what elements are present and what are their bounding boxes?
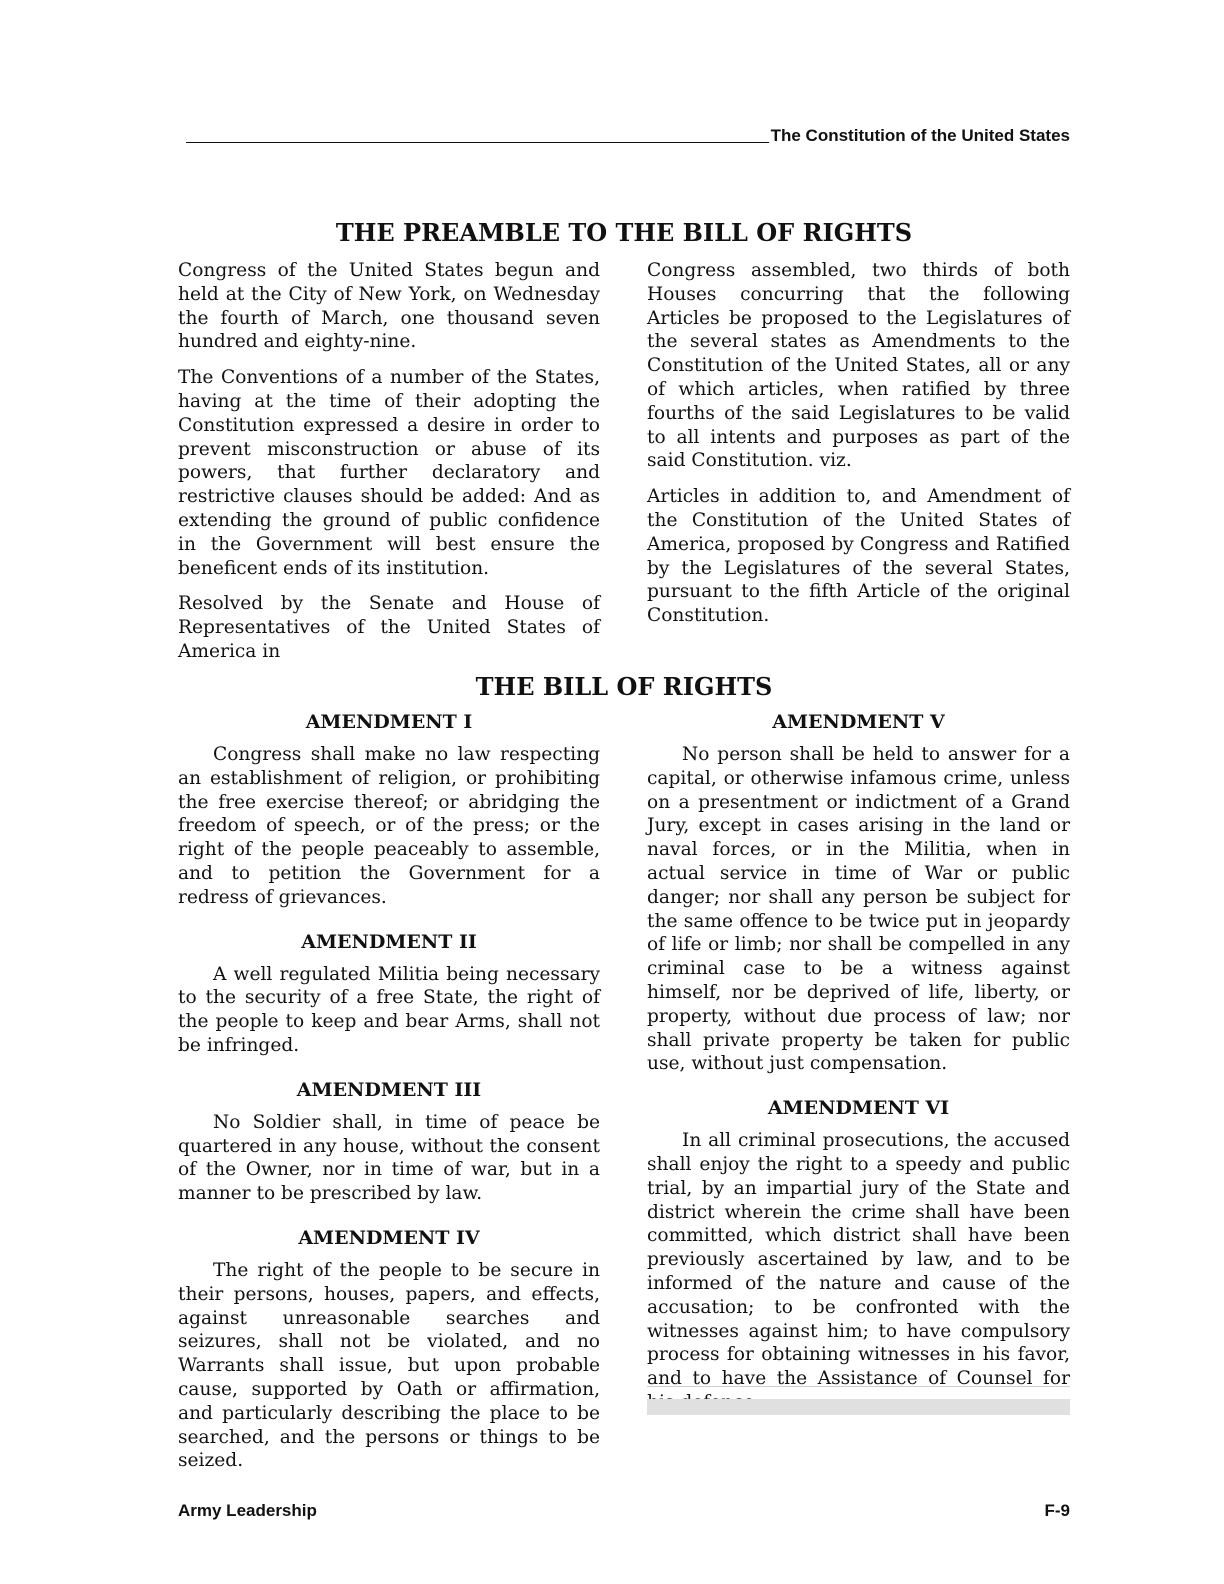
preamble-paragraph: Congress of the United States begun and held at the City of New York, on Wednesday the fourth of March, one thousand seven hundred and eighty-nine. [178, 260, 600, 353]
running-head [186, 124, 1070, 146]
amendments-left-column [178, 710, 600, 1485]
amendment-2 [178, 930, 600, 1058]
preamble-paragraph: Resolved by the Senate and House of Representatives of the United States of America in [178, 593, 600, 662]
amendment-text: A well regulated Militia being necessary to the security of a free State, the right of the people to keep and bear Arms, shall not be infringed. [178, 963, 600, 1056]
amendment-title: AMENDMENT III [296, 1078, 482, 1101]
amendment-text: No Soldier shall, in time of peace be quartered in any house, without the consent of the Owner, nor in time of war, but in a manner to be prescribed by law. [178, 1111, 600, 1205]
preamble-heading: THE PREAMBLE TO THE BILL OF RIGHTS [335, 218, 913, 247]
amendment-text: The right of the people to be secure in their persons, houses, papers, and effects, against unreasonable searches and seizures, shall not be violated, and no Warrants shall issue, but upon probable cause, supported by Oath or affirmation, and particularly describing the place to be searched, and the persons or things to be seized. [178, 1259, 600, 1472]
preamble-left-column [178, 259, 600, 676]
amendment-title: AMENDMENT II [301, 930, 477, 953]
end-bar [647, 1399, 1070, 1415]
preamble-paragraph: The Conventions of a number of the States, having at the time of their adopting the Constitution expressed a desire in order to prevent misconstruction or abuse of its powers, that further declaratory and restrictive clauses should be added: And as extending the ground of public confidence in the Government will best ensure the beneficent ends of its institution. [178, 367, 600, 579]
running-head-title: The Constitution of the United States [770, 126, 1070, 145]
amendment-text: Congress shall make no law respecting an establishment of religion, or prohibiting the free exercise thereof; or abridging the freedom of speech, or of the press; or the right of the people peaceably to assemble, and to petition the Government for a redress of grievances. [178, 744, 600, 908]
preamble-paragraph: Articles in addition to, and Amendment of the Constitution of the United States of America, proposed by Congress and Ratified by the Legislatures of the several States, pursuant to the fifth Article of the original Constitution. [647, 486, 1070, 627]
footer-page-number: F-9 [1044, 1501, 1070, 1520]
amendment-1 [178, 710, 600, 910]
amendment-5 [647, 710, 1070, 1076]
bill-of-rights-heading: THE BILL OF RIGHTS [475, 672, 773, 701]
end-rule [647, 1386, 1070, 1387]
amendment-title: AMENDMENT I [305, 711, 473, 733]
footer-publication: Army Leadership [178, 1501, 317, 1520]
amendment-title: AMENDMENT VI [767, 1097, 950, 1120]
amendment-text: No person shall be held to answer for a capital, or otherwise infamous crime, unless on a presentment or indictment of a Grand Jury, except in cases arising in the land or naval forces, or in the Militia, when in actual service in time of War or public danger; nor shall any person be subject for the same offence to be twice put in jeopardy of life or limb; nor shall be compelled in any criminal case to be a witness against himself, nor be deprived of life, liberty, or property, without due process of law; nor shall private property be taken for public use, without just compensation. [647, 744, 1070, 1075]
preamble-paragraph: Congress assembled, two thirds of both Houses concurring that the following Articles be proposed to the Legislatures of the several states as Amendments to the Constitution of the United States, all or any of which articles, when ratified by three fourths of the said Legislatures to be valid to all intents and purposes as part of the said Constitution. viz. [647, 260, 1070, 472]
amendment-text: In all criminal prosecutions, the accused shall enjoy the right to a speedy and public trial, by an impartial jury of the State and district wherein the crime shall have been committed, which district shall have been previously ascertained by law, and to be informed of the nature and cause of the accusation; to be confronted with the witnesses against him; to have compulsory process for obtaining witnesses in his favor, and to have the Assistance of Counsel for [647, 1130, 1070, 1390]
amendment-4 [178, 1226, 600, 1473]
amendment-title: AMENDMENT IV [298, 1226, 480, 1249]
preamble-right-column [647, 259, 1070, 640]
amendments-right-column [647, 710, 1070, 1427]
amendment-3 [178, 1078, 600, 1206]
header-rule [186, 142, 769, 143]
amendment-6 [647, 1096, 1070, 1415]
amendment-title: AMENDMENT V [772, 711, 945, 733]
